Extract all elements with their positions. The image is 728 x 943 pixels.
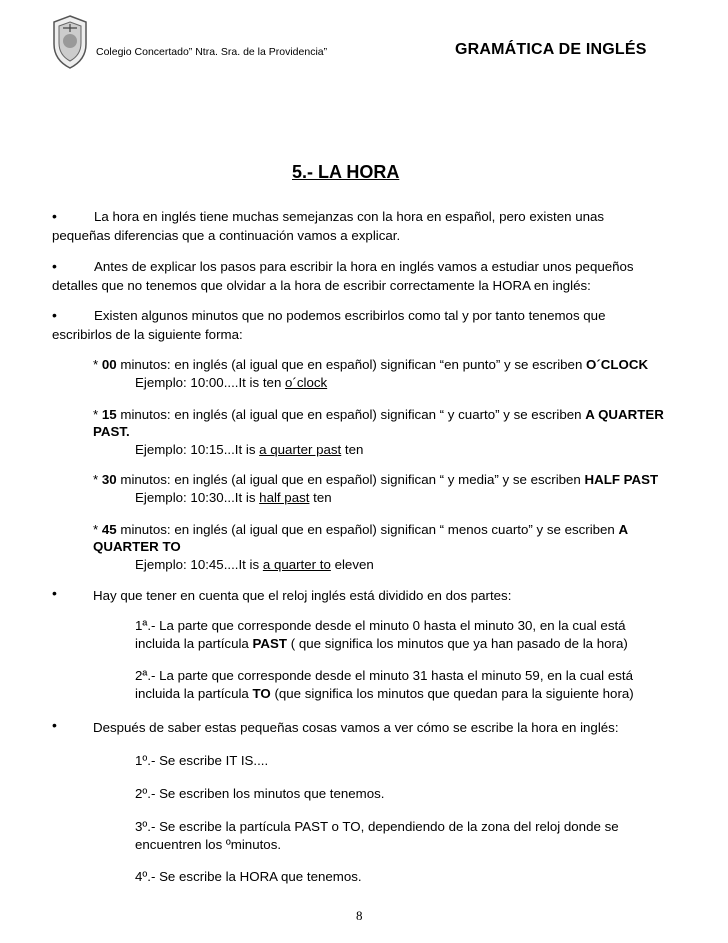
- section-title: 5.- LA HORA: [292, 162, 400, 182]
- paragraph-text: La hora en inglés tiene muchas semejanzas con la hora en español, pero existen unas: [94, 209, 605, 224]
- example-15: Ejemplo: 10:15...It is a quarter past ten: [135, 442, 364, 457]
- step-2: 2º.- Se escriben los minutos que tenemos.: [135, 786, 385, 801]
- minutes-item-15: * 15 minutos: en inglés (al igual que en español) significan “ y cuarto” y se escriben A QUARTER: [93, 407, 664, 422]
- step-4: 4º.- Se escribe la HORA que tenemos.: [135, 869, 362, 884]
- paragraph-text: detalles que no tenemos que olvidar a la hora de escribir correctamente la HORA en inglés:: [52, 278, 591, 293]
- clock-part-1-line-2: incluida la partícula PAST ( que significa los minutos que ya han pasado de la hora): [135, 636, 628, 651]
- step-3-line-2: encuentren los ºminutos.: [135, 837, 282, 852]
- page-number: 8: [356, 908, 363, 923]
- minutes-item-45-cont: QUARTER TO: [93, 539, 181, 554]
- bullet-icon: •: [52, 258, 57, 274]
- school-crest-logo: [50, 14, 90, 70]
- step-1: 1º.- Se escribe IT IS....: [135, 753, 269, 768]
- clock-part-1-line-1: 1ª.- La parte que corresponde desde el minuto 0 hasta el minuto 30, en la cual está: [135, 618, 626, 633]
- school-name: Colegio Concertado” Ntra. Sra. de la Providencia”: [96, 46, 328, 58]
- paragraph-1: [52, 207, 708, 245]
- bullet-icon: •: [52, 307, 57, 323]
- minutes-item-45: * 45 minutos: en inglés (al igual que en español) significan “ menos cuarto” y se escriben A: [93, 522, 629, 537]
- minutes-item-15-cont: PAST.: [93, 424, 130, 439]
- example-45: Ejemplo: 10:45....It is a quarter to eleven: [135, 557, 374, 572]
- clock-part-2-line-2: incluida la partícula TO (que significa los minutos que quedan para la siguiente hora): [135, 686, 634, 701]
- example-00: Ejemplo: 10:00....It is ten o´clock: [135, 375, 328, 390]
- paragraph-text: Existen algunos minutos que no podemos escribirlos como tal y por tanto tenemos que: [94, 308, 606, 323]
- bullet-icon: •: [52, 717, 57, 733]
- minutes-item-30: * 30 minutos: en inglés (al igual que en español) significan “ y media” y se escriben HALF PAST: [93, 472, 659, 487]
- clock-parts-intro: Hay que tener en cuenta que el reloj inglés está dividido en dos partes:: [93, 588, 512, 603]
- step-3-line-1: 3º.- Se escribe la partícula PAST o TO, dependiendo de la zona del reloj donde se: [135, 819, 619, 834]
- paragraph-text: Antes de explicar los pasos para escribir la hora en inglés vamos a estudiar unos pequeños: [94, 259, 634, 274]
- example-30: Ejemplo: 10:30...It is half past ten: [135, 490, 332, 505]
- bullet-icon: •: [52, 585, 57, 601]
- bullet-icon: •: [52, 208, 57, 224]
- paragraph-text: escribirlos de la siguiente forma:: [52, 327, 243, 342]
- document-title: GRAMÁTICA DE INGLÉS: [455, 41, 647, 58]
- paragraph-text: pequeñas diferencias que a continuación vamos a explicar.: [52, 228, 401, 243]
- minutes-item-00: * 00 minutos: en inglés (al igual que en español) significan “en punto” y se escriben O´CLOCK: [93, 357, 649, 372]
- paragraph-2: [52, 257, 708, 295]
- clock-part-2-line-1: 2ª.- La parte que corresponde desde el minuto 31 hasta el minuto 59, en la cual está: [135, 668, 633, 683]
- steps-intro: Después de saber estas pequeñas cosas vamos a ver cómo se escribe la hora en inglés:: [93, 720, 619, 735]
- paragraph-3: [52, 306, 708, 344]
